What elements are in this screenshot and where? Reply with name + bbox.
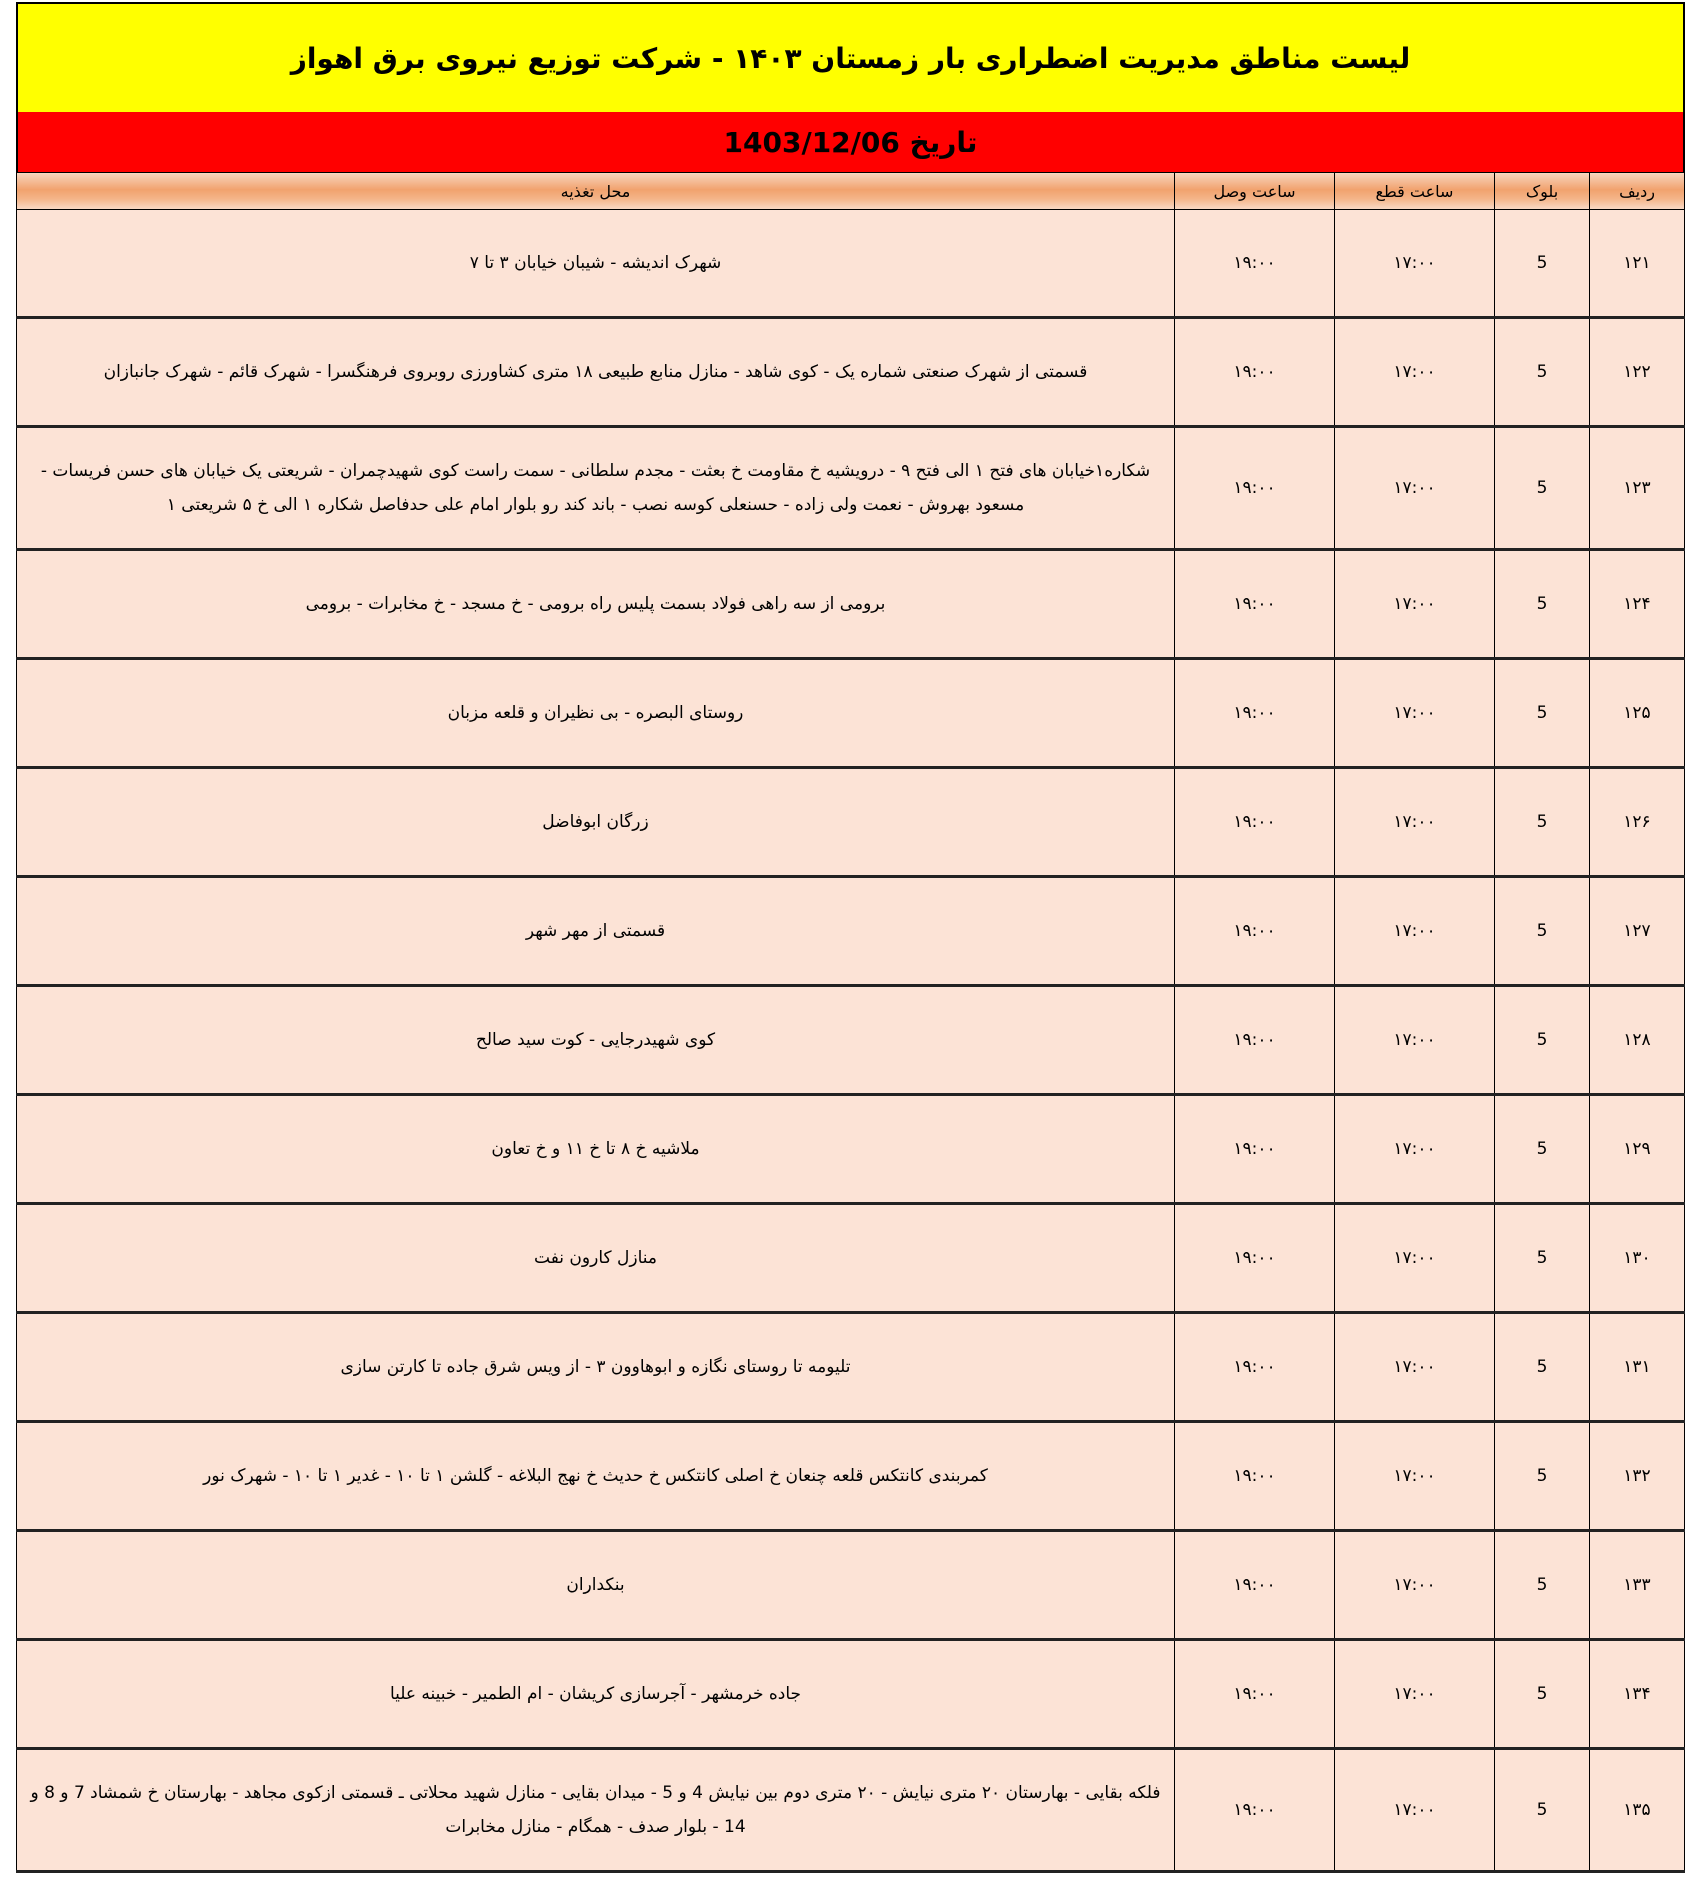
cell-block: 5 [1495,986,1590,1095]
table-row [17,659,1685,768]
date-banner [16,112,1685,172]
cell-cut-time: ۱۷:۰۰ [1335,427,1495,550]
schedule-sheet [16,2,1685,1873]
cell-cut-time: ۱۷:۰۰ [1335,318,1495,427]
cell-cut-time: ۱۷:۰۰ [1335,659,1495,768]
page-title: لیست مناطق مدیریت اضطراری بار زمستان ۱۴۰۳ - شرکت توزیع نیروی برق اهواز [290,41,1411,75]
table-header-row [17,173,1685,210]
cell-cut-time: ۱۷:۰۰ [1335,1640,1495,1749]
cell-location: زرگان ابوفاضل [17,768,1175,877]
cell-row-number: ۱۳۴ [1590,1640,1685,1749]
cell-cut-time: ۱۷:۰۰ [1335,1313,1495,1422]
cell-location: جاده خرمشهر - آجرسازی کریشان - ام الطمیر - خبینه علیا [17,1640,1175,1749]
cell-block: 5 [1495,1640,1590,1749]
cell-cut-time: ۱۷:۰۰ [1335,550,1495,659]
cell-block: 5 [1495,768,1590,877]
table-row [17,877,1685,986]
cell-connect-time: ۱۹:۰۰ [1175,210,1335,318]
cell-location: کمربندی کانتکس قلعه چنعان خ اصلی کانتکس خ حدیث خ نهج البلاغه - گلشن ۱ تا ۱۰ - غدیر ۱ تا ۱۰ - شهرک نور [17,1422,1175,1531]
cell-row-number: ۱۲۲ [1590,318,1685,427]
cell-cut-time: ۱۷:۰۰ [1335,768,1495,877]
cell-block: 5 [1495,877,1590,986]
cell-connect-time: ۱۹:۰۰ [1175,659,1335,768]
table-row [17,210,1685,318]
cell-location: قسمتی از مهر شهر [17,877,1175,986]
cell-cut-time: ۱۷:۰۰ [1335,1422,1495,1531]
cell-connect-time: ۱۹:۰۰ [1175,427,1335,550]
cell-location: شکاره۱خیابان های فتح ۱ الی فتح ۹ - درویشیه خ مقاومت خ بعثت - مجدم سلطانی - سمت راست کوی شهیدچمران - شریعتی یک خیابان های حسن فریسات - مسعود بهروش - نعمت ولی زاده - حسنعلی کوسه نصب - باند کند رو بلوار امام علی حدفاصل شکاره ۱ الی خ ۵ شریعتی ۱ [17,427,1175,550]
date-label: تاریخ 1403/12/06 [723,125,978,159]
cell-row-number: ۱۲۹ [1590,1095,1685,1204]
cell-connect-time: ۱۹:۰۰ [1175,318,1335,427]
cell-connect-time: ۱۹:۰۰ [1175,1095,1335,1204]
table-row [17,1313,1685,1422]
cell-connect-time: ۱۹:۰۰ [1175,1749,1335,1872]
cell-location: تلیومه تا روستای نگازه و ابوهاوون ۳ - از ویس شرق جاده تا کارتن سازی [17,1313,1175,1422]
cell-block: 5 [1495,1095,1590,1204]
cell-location: ملاشیه خ ۸ تا خ ۱۱ و خ تعاون [17,1095,1175,1204]
table-row [17,1640,1685,1749]
cell-block: 5 [1495,659,1590,768]
table-row [17,986,1685,1095]
cell-row-number: ۱۳۰ [1590,1204,1685,1313]
title-banner [16,2,1685,112]
cell-location: روستای البصره - بی نظیران و قلعه مزبان [17,659,1175,768]
cell-cut-time: ۱۷:۰۰ [1335,1531,1495,1640]
header-location: محل تغذیه [17,173,1175,210]
cell-block: 5 [1495,318,1590,427]
table-row [17,318,1685,427]
cell-cut-time: ۱۷:۰۰ [1335,1749,1495,1872]
cell-row-number: ۱۳۱ [1590,1313,1685,1422]
cell-block: 5 [1495,1204,1590,1313]
table-row [17,1095,1685,1204]
cell-location: منازل کارون نفت [17,1204,1175,1313]
cell-row-number: ۱۲۸ [1590,986,1685,1095]
header-connect-time: ساعت وصل [1175,173,1335,210]
cell-cut-time: ۱۷:۰۰ [1335,877,1495,986]
cell-block: 5 [1495,1313,1590,1422]
cell-connect-time: ۱۹:۰۰ [1175,550,1335,659]
cell-row-number: ۱۳۲ [1590,1422,1685,1531]
cell-location: کوی شهیدرجایی - کوت سید صالح [17,986,1175,1095]
cell-connect-time: ۱۹:۰۰ [1175,768,1335,877]
cell-connect-time: ۱۹:۰۰ [1175,1640,1335,1749]
header-cut-time: ساعت قطع [1335,173,1495,210]
cell-row-number: ۱۳۵ [1590,1749,1685,1872]
cell-block: 5 [1495,427,1590,550]
table-row [17,768,1685,877]
header-row-number: ردیف [1590,173,1685,210]
table-row [17,1204,1685,1313]
cell-connect-time: ۱۹:۰۰ [1175,986,1335,1095]
cell-connect-time: ۱۹:۰۰ [1175,1531,1335,1640]
cell-cut-time: ۱۷:۰۰ [1335,1095,1495,1204]
cell-connect-time: ۱۹:۰۰ [1175,1422,1335,1531]
cell-block: 5 [1495,1531,1590,1640]
header-block: بلوک [1495,173,1590,210]
cell-connect-time: ۱۹:۰۰ [1175,1313,1335,1422]
cell-row-number: ۱۲۳ [1590,427,1685,550]
cell-location: برومی از سه راهی فولاد بسمت پلیس راه برومی - خ مسجد - خ مخابرات - برومی [17,550,1175,659]
table-row [17,427,1685,550]
cell-row-number: ۱۲۶ [1590,768,1685,877]
table-body [17,210,1685,1872]
cell-cut-time: ۱۷:۰۰ [1335,210,1495,318]
cell-row-number: ۱۲۷ [1590,877,1685,986]
cell-row-number: ۱۲۱ [1590,210,1685,318]
cell-block: 5 [1495,1422,1590,1531]
cell-location: شهرک اندیشه - شیبان خیابان ۳ تا ۷ [17,210,1175,318]
cell-block: 5 [1495,550,1590,659]
cell-row-number: ۱۳۳ [1590,1531,1685,1640]
cell-cut-time: ۱۷:۰۰ [1335,986,1495,1095]
cell-block: 5 [1495,210,1590,318]
cell-location: فلکه بقایی - بهارستان ۲۰ متری نیایش - ۲۰ متری دوم بین نیایش 4 و 5 - میدان بقایی - منازل شهید محلاتی ـ قسمتی ازکوی مجاهد - بهارستان خ شمشاد 7 و 8 و 14 - بلوار صدف - همگام - منازل مخابرات [17,1749,1175,1872]
cell-connect-time: ۱۹:۰۰ [1175,1204,1335,1313]
cell-block: 5 [1495,1749,1590,1872]
outage-table [16,172,1685,1873]
table-row [17,1422,1685,1531]
cell-row-number: ۱۲۴ [1590,550,1685,659]
cell-cut-time: ۱۷:۰۰ [1335,1204,1495,1313]
cell-location: بنکداران [17,1531,1175,1640]
table-row [17,550,1685,659]
table-row [17,1531,1685,1640]
table-row [17,1749,1685,1872]
cell-row-number: ۱۲۵ [1590,659,1685,768]
cell-connect-time: ۱۹:۰۰ [1175,877,1335,986]
cell-location: قسمتی از شهرک صنعتی شماره یک - کوی شاهد - منازل منابع طبیعی ۱۸ متری کشاورزی روبروی فرهنگسرا - شهرک قائم - شهرک جانبازان [17,318,1175,427]
